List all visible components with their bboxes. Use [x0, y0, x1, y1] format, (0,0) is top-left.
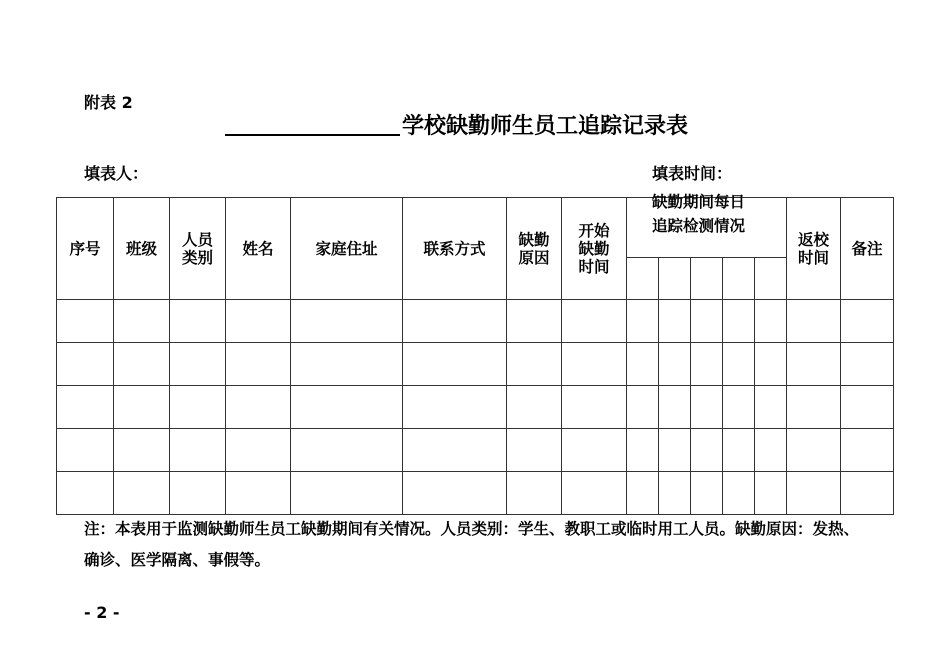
tracking-day-cell[interactable]	[627, 258, 659, 300]
table-cell[interactable]	[57, 429, 114, 472]
table-cell[interactable]	[507, 472, 562, 515]
daily-tracking-line-1: 缺勤期间每日	[652, 193, 746, 211]
table-cell[interactable]	[841, 386, 894, 429]
table-cell[interactable]	[755, 429, 787, 472]
table-row	[57, 343, 894, 386]
table-cell[interactable]	[723, 300, 755, 343]
table-cell[interactable]	[170, 343, 226, 386]
header-class: 班级	[114, 198, 170, 300]
table-cell[interactable]	[755, 472, 787, 515]
table-cell[interactable]	[627, 300, 659, 343]
table-cell[interactable]	[691, 472, 723, 515]
header-absence-reason-text: 缺勤原因	[518, 230, 550, 267]
table-cell[interactable]	[723, 343, 755, 386]
header-seq: 序号	[57, 198, 114, 300]
table-cell[interactable]	[627, 343, 659, 386]
table-cell[interactable]	[170, 429, 226, 472]
table-cell[interactable]	[841, 300, 894, 343]
table-cell[interactable]	[114, 472, 170, 515]
table-cell[interactable]	[787, 343, 841, 386]
table-cell[interactable]	[755, 343, 787, 386]
header-return-time-text: 返校时间	[798, 230, 830, 267]
tracking-day-cell[interactable]	[723, 258, 755, 300]
table-cell[interactable]	[627, 472, 659, 515]
table-cell[interactable]	[723, 429, 755, 472]
table-cell[interactable]	[787, 429, 841, 472]
table-cell[interactable]	[170, 472, 226, 515]
daily-tracking-line-2: 追踪检测情况	[652, 217, 746, 235]
table-cell[interactable]	[755, 386, 787, 429]
table-cell[interactable]	[755, 300, 787, 343]
table-row	[57, 472, 894, 515]
table-cell[interactable]	[114, 429, 170, 472]
table-cell[interactable]	[659, 300, 691, 343]
table-cell[interactable]	[562, 429, 627, 472]
header-absence-reason	[507, 198, 562, 300]
filler-label: 填表人：	[84, 164, 149, 183]
table-cell[interactable]	[291, 429, 403, 472]
table-cell[interactable]	[114, 300, 170, 343]
table-cell[interactable]	[507, 343, 562, 386]
table-cell[interactable]	[562, 472, 627, 515]
table-cell[interactable]	[403, 429, 507, 472]
table-cell[interactable]	[787, 300, 841, 343]
table-row	[57, 386, 894, 429]
table-cell[interactable]	[787, 472, 841, 515]
table-cell[interactable]	[114, 343, 170, 386]
header-return-time	[787, 198, 841, 300]
table-cell[interactable]	[841, 343, 894, 386]
school-name-blank[interactable]	[225, 112, 400, 136]
tracking-day-cell[interactable]	[659, 258, 691, 300]
table-cell[interactable]	[659, 343, 691, 386]
table-cell[interactable]	[226, 472, 291, 515]
table-cell[interactable]	[659, 386, 691, 429]
page-number: - 2 -	[84, 603, 120, 622]
appendix-label: 附表 2	[84, 93, 133, 112]
table-cell[interactable]	[723, 472, 755, 515]
table-row	[57, 300, 894, 343]
table-cell[interactable]	[787, 386, 841, 429]
table-cell[interactable]	[507, 429, 562, 472]
table-cell[interactable]	[562, 343, 627, 386]
table-cell[interactable]	[291, 472, 403, 515]
header-remark: 备注	[841, 198, 894, 300]
table-cell[interactable]	[226, 386, 291, 429]
table-cell[interactable]	[114, 386, 170, 429]
header-name: 姓名	[226, 198, 291, 300]
table-cell[interactable]	[170, 300, 226, 343]
table-cell[interactable]	[507, 300, 562, 343]
header-person-type-text: 人员类别	[181, 230, 213, 267]
table-cell[interactable]	[226, 429, 291, 472]
table-cell[interactable]	[226, 300, 291, 343]
table-cell[interactable]	[691, 429, 723, 472]
table-cell[interactable]	[691, 300, 723, 343]
footnote: 注：本表用于监测缺勤师生员工缺勤期间有关情况。人员类别：学生、教职工或临时用工人员。缺勤原因：发热、确诊、医学隔离、事假等。	[84, 520, 860, 569]
table-cell[interactable]	[691, 343, 723, 386]
table-cell[interactable]	[403, 343, 507, 386]
table-cell[interactable]	[403, 472, 507, 515]
title-text: 学校缺勤师生员工追踪记录表	[402, 114, 689, 139]
table-cell[interactable]	[562, 386, 627, 429]
table-cell[interactable]	[627, 429, 659, 472]
tracking-day-cell[interactable]	[691, 258, 723, 300]
table-cell[interactable]	[562, 300, 627, 343]
table-cell[interactable]	[659, 429, 691, 472]
table-cell[interactable]	[57, 343, 114, 386]
table-cell[interactable]	[691, 386, 723, 429]
table-cell[interactable]	[57, 300, 114, 343]
table-cell[interactable]	[659, 472, 691, 515]
header-contact: 联系方式	[403, 198, 507, 300]
tracking-day-cell[interactable]	[755, 258, 787, 300]
header-absence-start-text: 开始缺勤时间	[578, 221, 610, 276]
table-cell[interactable]	[57, 472, 114, 515]
table-cell[interactable]	[291, 343, 403, 386]
header-absence-start	[562, 198, 627, 300]
table-cell[interactable]	[291, 386, 403, 429]
table-cell[interactable]	[226, 343, 291, 386]
table-cell[interactable]	[627, 386, 659, 429]
table-cell[interactable]	[507, 386, 562, 429]
daily-tracking-header	[652, 190, 745, 238]
tracking-record-table	[56, 197, 894, 515]
table-cell[interactable]	[403, 386, 507, 429]
table-row	[57, 429, 894, 472]
table-cell[interactable]	[723, 386, 755, 429]
table-cell[interactable]	[841, 429, 894, 472]
header-address: 家庭住址	[291, 198, 403, 300]
header-person-type	[170, 198, 226, 300]
table-cell[interactable]	[403, 300, 507, 343]
document-title	[225, 109, 688, 140]
table-cell[interactable]	[841, 472, 894, 515]
table-cell[interactable]	[170, 386, 226, 429]
fill-time-label: 填表时间：	[652, 164, 733, 183]
table-cell[interactable]	[57, 386, 114, 429]
table-cell[interactable]	[291, 300, 403, 343]
